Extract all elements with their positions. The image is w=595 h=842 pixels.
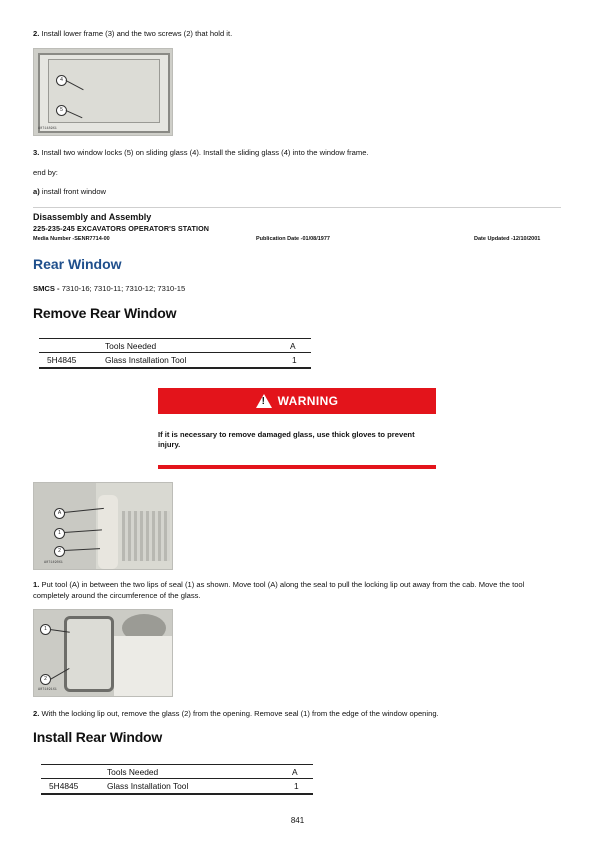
tools-header: Tools Needed xyxy=(107,767,159,777)
callout-marker: 5 xyxy=(56,105,67,116)
remove-heading: Remove Rear Window xyxy=(33,305,177,321)
part-number: 5H4845 xyxy=(47,355,77,365)
callout-marker: 1 xyxy=(54,528,65,539)
photo-id: A071489X1 xyxy=(38,127,57,131)
tool-description: Glass Installation Tool xyxy=(107,781,189,791)
glass-removal-photo xyxy=(33,609,173,697)
warning-text: If it is necessary to remove damaged glass, use thick gloves to prevent injury. xyxy=(158,430,415,449)
step-text: Install lower frame (3) and the two screws (2) that hold it. xyxy=(39,29,233,38)
callout-marker: 4 xyxy=(56,75,67,86)
step-text: Install two window locks (5) on sliding glass (4). Install the sliding glass (4) into the window frame. xyxy=(39,148,369,157)
doc-title: Disassembly and Assembly xyxy=(33,212,152,222)
warning-icon: ! xyxy=(256,394,272,408)
tools-col-a: A xyxy=(290,341,296,351)
step-paragraph xyxy=(33,580,555,601)
item-letter: a) xyxy=(33,187,40,196)
warning-banner xyxy=(158,388,436,414)
window-frame-photo xyxy=(33,48,173,136)
install-heading: Install Rear Window xyxy=(33,729,163,745)
item-text: install front window xyxy=(39,187,107,196)
step-number: 3. xyxy=(33,148,40,157)
step-number: 1. xyxy=(33,580,40,589)
smcs-codes xyxy=(33,284,185,293)
smcs-label: SMCS - xyxy=(33,284,60,293)
tool-description: Glass Installation Tool xyxy=(105,355,187,365)
tool-quantity: 1 xyxy=(294,781,299,791)
callout-marker: 2 xyxy=(54,546,65,557)
end-by-label: end by: xyxy=(33,168,58,177)
step-text: With the locking lip out, remove the glass (2) from the opening. Remove seal (1) from the edge of the window opening. xyxy=(39,709,439,718)
step-paragraph xyxy=(33,148,563,159)
callout-marker: A xyxy=(54,508,65,519)
end-by-item xyxy=(33,187,563,198)
part-number: 5H4845 xyxy=(49,781,79,791)
step-paragraph xyxy=(33,709,563,720)
section-divider xyxy=(33,207,561,208)
date-updated: Date Updated -12/10/2001 xyxy=(474,236,541,242)
seal-tool-photo xyxy=(33,482,173,570)
photo-id: A071491X1 xyxy=(38,688,57,692)
section-title: Rear Window xyxy=(33,256,122,272)
callout-marker: 2 xyxy=(40,674,51,685)
page-number: 841 xyxy=(290,816,305,825)
doc-subtitle: 225-235-245 EXCAVATORS OPERATOR'S STATION xyxy=(33,224,210,233)
tool-quantity: 1 xyxy=(292,355,297,365)
warning-title: WARNING xyxy=(277,394,339,408)
step-paragraph xyxy=(33,29,563,40)
publication-date: Publication Date -01/08/1977 xyxy=(256,236,330,242)
step-number: 2. xyxy=(33,29,40,38)
step-text: Put tool (A) in between the two lips of seal (1) as shown. Move tool (A) along the seal to pull the locking lip out away from the cab. Move the tool completely around the circumference of the glass. xyxy=(33,580,525,600)
tools-header: Tools Needed xyxy=(105,341,157,351)
photo-id: A071490X1 xyxy=(44,561,63,565)
smcs-values: 7310-16; 7310-11; 7310-12; 7310-15 xyxy=(59,284,186,293)
warning-bottom-bar xyxy=(158,465,436,469)
step-number: 2. xyxy=(33,709,40,718)
media-number: Media Number -SENR7714-00 xyxy=(33,236,110,242)
tools-col-a: A xyxy=(292,767,298,777)
callout-marker: 1 xyxy=(40,624,51,635)
